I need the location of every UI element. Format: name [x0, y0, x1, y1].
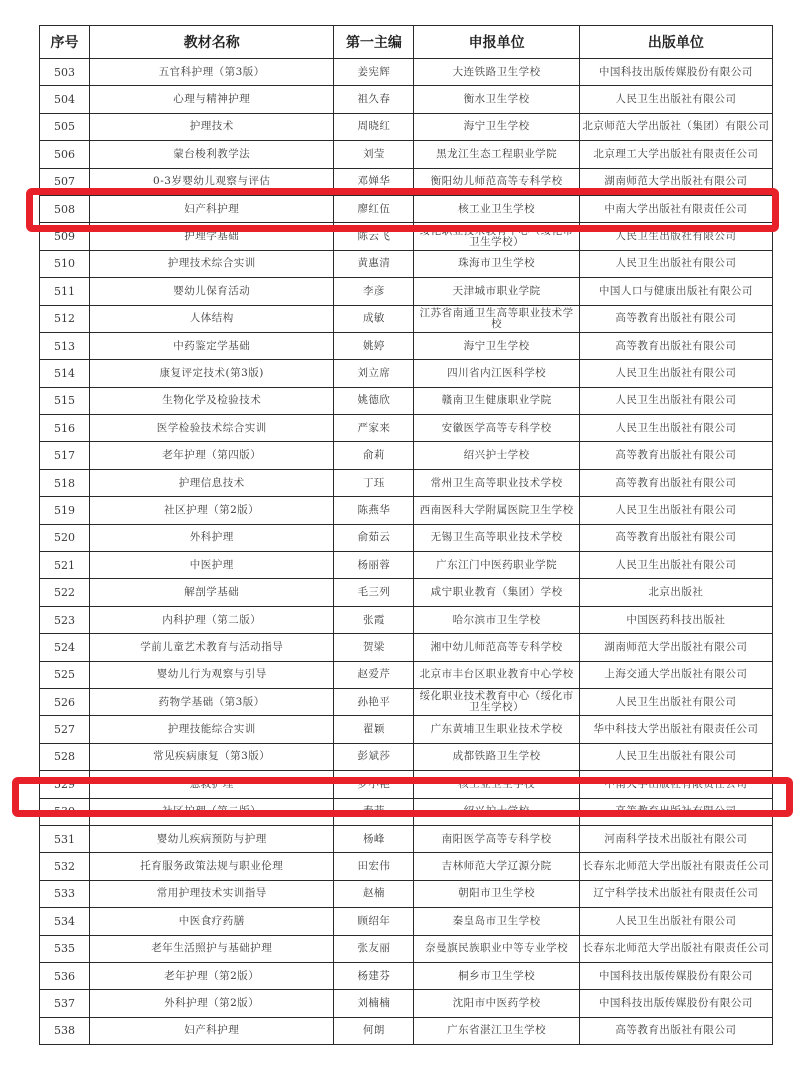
cell-index: 504	[40, 86, 90, 113]
cell-publisher: 高等教育出版社有限公司	[579, 469, 772, 496]
cell-chief-editor: 俞茹云	[334, 524, 414, 551]
table-row	[40, 223, 773, 250]
cell-chief-editor: 姚德欣	[334, 387, 414, 414]
cell-textbook-name: 外科护理	[90, 524, 334, 551]
table-row	[40, 497, 773, 524]
cell-index: 534	[40, 908, 90, 935]
cell-chief-editor: 黄惠清	[334, 250, 414, 277]
cell-applicant-unit: 赣南卫生健康职业学院	[414, 387, 579, 414]
cell-index: 512	[40, 305, 90, 332]
table-row	[40, 278, 773, 305]
cell-publisher: 人民卫生出版社有限公司	[579, 250, 772, 277]
table-row	[40, 250, 773, 277]
cell-index: 523	[40, 606, 90, 633]
cell-publisher: 湖南师范大学出版社有限公司	[579, 634, 772, 661]
cell-chief-editor: 寿菲	[334, 798, 414, 825]
cell-textbook-name: 婴幼儿保育活动	[90, 278, 334, 305]
cell-applicant-unit: 无锡卫生高等职业技术学校	[414, 524, 579, 551]
cell-publisher: 高等教育出版社有限公司	[579, 442, 772, 469]
cell-index: 509	[40, 223, 90, 250]
cell-publisher: 人民卫生出版社有限公司	[579, 552, 772, 579]
cell-textbook-name: 社区护理（第二版）	[90, 798, 334, 825]
cell-applicant-unit: 哈尔滨市卫生学校	[414, 606, 579, 633]
cell-publisher: 中国医药科技出版社	[579, 606, 772, 633]
cell-applicant-unit: 广东黄埔卫生职业技术学校	[414, 716, 579, 743]
cell-applicant-unit: 绍兴护士学校	[414, 442, 579, 469]
cell-textbook-name: 老年护理（第2版）	[90, 962, 334, 989]
cell-applicant-unit: 绥化职业技术教育中心（绥化市卫生学校）	[414, 688, 579, 715]
cell-textbook-name: 妇产科护理	[90, 195, 334, 222]
cell-chief-editor: 邓婵华	[334, 168, 414, 195]
cell-index: 519	[40, 497, 90, 524]
cell-index: 518	[40, 469, 90, 496]
cell-publisher: 北京出版社	[579, 579, 772, 606]
cell-textbook-name: 托育服务政策法规与职业伦理	[90, 853, 334, 880]
cell-textbook-name: 蒙台梭利教学法	[90, 141, 334, 168]
cell-textbook-name: 护理技能综合实训	[90, 716, 334, 743]
cell-applicant-unit: 天津城市职业学院	[414, 278, 579, 305]
cell-chief-editor: 祖久春	[334, 86, 414, 113]
cell-applicant-unit: 西南医科大学附属医院卫生学校	[414, 497, 579, 524]
cell-chief-editor: 张霞	[334, 606, 414, 633]
cell-chief-editor: 廖红伍	[334, 195, 414, 222]
cell-publisher: 人民卫生出版社有限公司	[579, 688, 772, 715]
cell-textbook-name: 康复评定技术(第3版)	[90, 360, 334, 387]
cell-publisher: 高等教育出版社有限公司	[579, 1017, 772, 1044]
cell-applicant-unit: 广东江门中医药职业学院	[414, 552, 579, 579]
cell-textbook-name: 外科护理（第2版）	[90, 990, 334, 1017]
table-row	[40, 305, 773, 332]
cell-chief-editor: 陈燕华	[334, 497, 414, 524]
cell-index: 508	[40, 195, 90, 222]
cell-textbook-name: 常用护理技术实训指导	[90, 880, 334, 907]
cell-applicant-unit: 衡水卫生学校	[414, 86, 579, 113]
cell-applicant-unit: 珠海市卫生学校	[414, 250, 579, 277]
cell-publisher: 湖南师范大学出版社有限公司	[579, 168, 772, 195]
cell-chief-editor: 何朗	[334, 1017, 414, 1044]
cell-index: 536	[40, 962, 90, 989]
cell-chief-editor: 严家来	[334, 415, 414, 442]
cell-publisher: 人民卫生出版社有限公司	[579, 86, 772, 113]
cell-applicant-unit: 北京市丰台区职业教育中心学校	[414, 661, 579, 688]
cell-index: 529	[40, 771, 90, 798]
cell-textbook-name: 婴幼儿疾病预防与护理	[90, 825, 334, 852]
table-row	[40, 962, 773, 989]
table-row	[40, 195, 773, 222]
cell-chief-editor: 周晓红	[334, 113, 414, 140]
cell-textbook-name: 护理技术综合实训	[90, 250, 334, 277]
cell-publisher: 人民卫生出版社有限公司	[579, 387, 772, 414]
table-row	[40, 880, 773, 907]
cell-chief-editor: 俞莉	[334, 442, 414, 469]
cell-publisher: 辽宁科学技术出版社有限责任公司	[579, 880, 772, 907]
cell-textbook-name: 急救护理	[90, 771, 334, 798]
table-row	[40, 908, 773, 935]
cell-index: 503	[40, 59, 90, 86]
cell-index: 506	[40, 141, 90, 168]
cell-publisher: 中国科技出版传媒股份有限公司	[579, 59, 772, 86]
cell-chief-editor: 罗小艳	[334, 771, 414, 798]
table-row	[40, 113, 773, 140]
cell-index: 520	[40, 524, 90, 551]
cell-index: 505	[40, 113, 90, 140]
cell-chief-editor: 杨峰	[334, 825, 414, 852]
cell-publisher: 中南大学出版社有限责任公司	[579, 771, 772, 798]
cell-index: 525	[40, 661, 90, 688]
cell-index: 528	[40, 743, 90, 770]
header-chief-editor: 第一主编	[334, 26, 414, 59]
cell-textbook-name: 护理技术	[90, 113, 334, 140]
cell-textbook-name: 药物学基础（第3版）	[90, 688, 334, 715]
cell-textbook-name: 人体结构	[90, 305, 334, 332]
cell-index: 514	[40, 360, 90, 387]
cell-applicant-unit: 大连铁路卫生学校	[414, 59, 579, 86]
cell-publisher: 人民卫生出版社有限公司	[579, 908, 772, 935]
header-publisher: 出版单位	[579, 26, 772, 59]
cell-chief-editor: 毛三列	[334, 579, 414, 606]
table-row	[40, 442, 773, 469]
table-row	[40, 332, 773, 359]
cell-chief-editor: 张友丽	[334, 935, 414, 962]
table-row	[40, 579, 773, 606]
cell-chief-editor: 成敏	[334, 305, 414, 332]
cell-chief-editor: 顾绍年	[334, 908, 414, 935]
table-row	[40, 935, 773, 962]
cell-chief-editor: 赵爱芹	[334, 661, 414, 688]
cell-publisher: 高等教育出版社有限公司	[579, 524, 772, 551]
cell-index: 535	[40, 935, 90, 962]
cell-textbook-name: 内科护理（第二版）	[90, 606, 334, 633]
table-row	[40, 552, 773, 579]
cell-chief-editor: 贺梁	[334, 634, 414, 661]
table-row	[40, 469, 773, 496]
cell-publisher: 高等教育出版社有限公司	[579, 305, 772, 332]
header-index: 序号	[40, 26, 90, 59]
table-body	[40, 59, 773, 1045]
textbook-list-table	[39, 25, 773, 1045]
cell-index: 531	[40, 825, 90, 852]
cell-publisher: 人民卫生出版社有限公司	[579, 360, 772, 387]
cell-index: 533	[40, 880, 90, 907]
cell-applicant-unit: 广东省湛江卫生学校	[414, 1017, 579, 1044]
table-row	[40, 86, 773, 113]
cell-index: 537	[40, 990, 90, 1017]
cell-chief-editor: 陈云飞	[334, 223, 414, 250]
cell-applicant-unit: 江苏省南通卫生高等职业技术学校	[414, 305, 579, 332]
cell-publisher: 中国科技出版传媒股份有限公司	[579, 990, 772, 1017]
cell-publisher: 高等教育出版社有限公司	[579, 332, 772, 359]
cell-applicant-unit: 绥化职业技术教育中心（绥化市卫生学校）	[414, 223, 579, 250]
table-row	[40, 415, 773, 442]
cell-chief-editor: 刘楠楠	[334, 990, 414, 1017]
cell-chief-editor: 彭斌莎	[334, 743, 414, 770]
cell-index: 530	[40, 798, 90, 825]
cell-index: 510	[40, 250, 90, 277]
cell-chief-editor: 刘立席	[334, 360, 414, 387]
header-applicant-unit: 申报单位	[414, 26, 579, 59]
cell-index: 507	[40, 168, 90, 195]
cell-textbook-name: 五官科护理（第3版）	[90, 59, 334, 86]
table-row	[40, 661, 773, 688]
cell-applicant-unit: 四川省内江医科学校	[414, 360, 579, 387]
cell-chief-editor: 姚婷	[334, 332, 414, 359]
cell-index: 517	[40, 442, 90, 469]
cell-applicant-unit: 黑龙江生态工程职业学院	[414, 141, 579, 168]
cell-chief-editor: 田宏伟	[334, 853, 414, 880]
cell-publisher: 人民卫生出版社有限公司	[579, 223, 772, 250]
cell-applicant-unit: 桐乡市卫生学校	[414, 962, 579, 989]
cell-applicant-unit: 朝阳市卫生学校	[414, 880, 579, 907]
table-row	[40, 825, 773, 852]
cell-index: 516	[40, 415, 90, 442]
cell-applicant-unit: 成都铁路卫生学校	[414, 743, 579, 770]
cell-textbook-name: 0-3岁婴幼儿观察与评估	[90, 168, 334, 195]
cell-textbook-name: 学前儿童艺术教育与活动指导	[90, 634, 334, 661]
cell-applicant-unit: 湘中幼儿师范高等专科学校	[414, 634, 579, 661]
cell-publisher: 长春东北师范大学出版社有限责任公司	[579, 853, 772, 880]
table-row	[40, 716, 773, 743]
cell-textbook-name: 中药鉴定学基础	[90, 332, 334, 359]
cell-index: 511	[40, 278, 90, 305]
cell-textbook-name: 解剖学基础	[90, 579, 334, 606]
cell-applicant-unit: 咸宁职业教育（集团）学校	[414, 579, 579, 606]
table-row	[40, 798, 773, 825]
cell-index: 515	[40, 387, 90, 414]
cell-textbook-name: 社区护理（第2版）	[90, 497, 334, 524]
table-row	[40, 688, 773, 715]
cell-index: 526	[40, 688, 90, 715]
table-row	[40, 853, 773, 880]
cell-textbook-name: 中医食疗药膳	[90, 908, 334, 935]
cell-publisher: 人民卫生出版社有限公司	[579, 743, 772, 770]
cell-index: 527	[40, 716, 90, 743]
cell-textbook-name: 护理学基础	[90, 223, 334, 250]
cell-applicant-unit: 绍兴护士学校	[414, 798, 579, 825]
cell-textbook-name: 护理信息技术	[90, 469, 334, 496]
cell-publisher: 高等教育出版社有限公司	[579, 798, 772, 825]
table-row	[40, 524, 773, 551]
cell-publisher: 北京师范大学出版社（集团）有限公司	[579, 113, 772, 140]
cell-applicant-unit: 奈曼旗民族职业中等专业学校	[414, 935, 579, 962]
table-row	[40, 360, 773, 387]
cell-textbook-name: 婴幼儿行为观察与引导	[90, 661, 334, 688]
table-row	[40, 387, 773, 414]
table-row	[40, 634, 773, 661]
cell-publisher: 人民卫生出版社有限公司	[579, 497, 772, 524]
cell-publisher: 人民卫生出版社有限公司	[579, 415, 772, 442]
cell-textbook-name: 老年生活照护与基础护理	[90, 935, 334, 962]
cell-index: 532	[40, 853, 90, 880]
table-row	[40, 59, 773, 86]
cell-textbook-name: 老年护理（第四版）	[90, 442, 334, 469]
cell-chief-editor: 翟颖	[334, 716, 414, 743]
table-row	[40, 141, 773, 168]
table-row	[40, 990, 773, 1017]
cell-chief-editor: 孙艳平	[334, 688, 414, 715]
cell-textbook-name: 常见疾病康复（第3版）	[90, 743, 334, 770]
cell-textbook-name: 医学检验技术综合实训	[90, 415, 334, 442]
table-row	[40, 606, 773, 633]
cell-applicant-unit: 核工业卫生学校	[414, 771, 579, 798]
cell-applicant-unit: 秦皇岛市卫生学校	[414, 908, 579, 935]
header-textbook-name: 教材名称	[90, 26, 334, 59]
cell-applicant-unit: 衡阳幼儿师范高等专科学校	[414, 168, 579, 195]
cell-index: 513	[40, 332, 90, 359]
cell-publisher: 北京理工大学出版社有限责任公司	[579, 141, 772, 168]
cell-textbook-name: 妇产科护理	[90, 1017, 334, 1044]
cell-chief-editor: 刘莹	[334, 141, 414, 168]
cell-publisher: 中南大学出版社有限责任公司	[579, 195, 772, 222]
table-row	[40, 771, 773, 798]
cell-applicant-unit: 核工业卫生学校	[414, 195, 579, 222]
cell-publisher: 长春东北师范大学出版社有限责任公司	[579, 935, 772, 962]
cell-chief-editor: 杨建芬	[334, 962, 414, 989]
cell-publisher: 中国人口与健康出版社有限公司	[579, 278, 772, 305]
cell-textbook-name: 生物化学及检验技术	[90, 387, 334, 414]
cell-textbook-name: 中医护理	[90, 552, 334, 579]
cell-index: 522	[40, 579, 90, 606]
cell-chief-editor: 杨丽蓉	[334, 552, 414, 579]
cell-publisher: 河南科学技术出版社有限公司	[579, 825, 772, 852]
table-row	[40, 168, 773, 195]
cell-publisher: 上海交通大学出版社有限公司	[579, 661, 772, 688]
cell-applicant-unit: 沈阳市中医药学校	[414, 990, 579, 1017]
cell-textbook-name: 心理与精神护理	[90, 86, 334, 113]
cell-applicant-unit: 南阳医学高等专科学校	[414, 825, 579, 852]
cell-applicant-unit: 海宁卫生学校	[414, 113, 579, 140]
cell-chief-editor: 丁珏	[334, 469, 414, 496]
cell-applicant-unit: 安徽医学高等专科学校	[414, 415, 579, 442]
cell-publisher: 华中科技大学出版社有限责任公司	[579, 716, 772, 743]
cell-chief-editor: 赵楠	[334, 880, 414, 907]
cell-applicant-unit: 吉林师范大学辽源分院	[414, 853, 579, 880]
cell-index: 524	[40, 634, 90, 661]
cell-chief-editor: 李彦	[334, 278, 414, 305]
cell-chief-editor: 姜宪辉	[334, 59, 414, 86]
cell-applicant-unit: 常州卫生高等职业技术学校	[414, 469, 579, 496]
table-header-row	[40, 26, 773, 59]
cell-index: 521	[40, 552, 90, 579]
table-row	[40, 743, 773, 770]
cell-index: 538	[40, 1017, 90, 1044]
table-row	[40, 1017, 773, 1044]
cell-publisher: 中国科技出版传媒股份有限公司	[579, 962, 772, 989]
cell-applicant-unit: 海宁卫生学校	[414, 332, 579, 359]
